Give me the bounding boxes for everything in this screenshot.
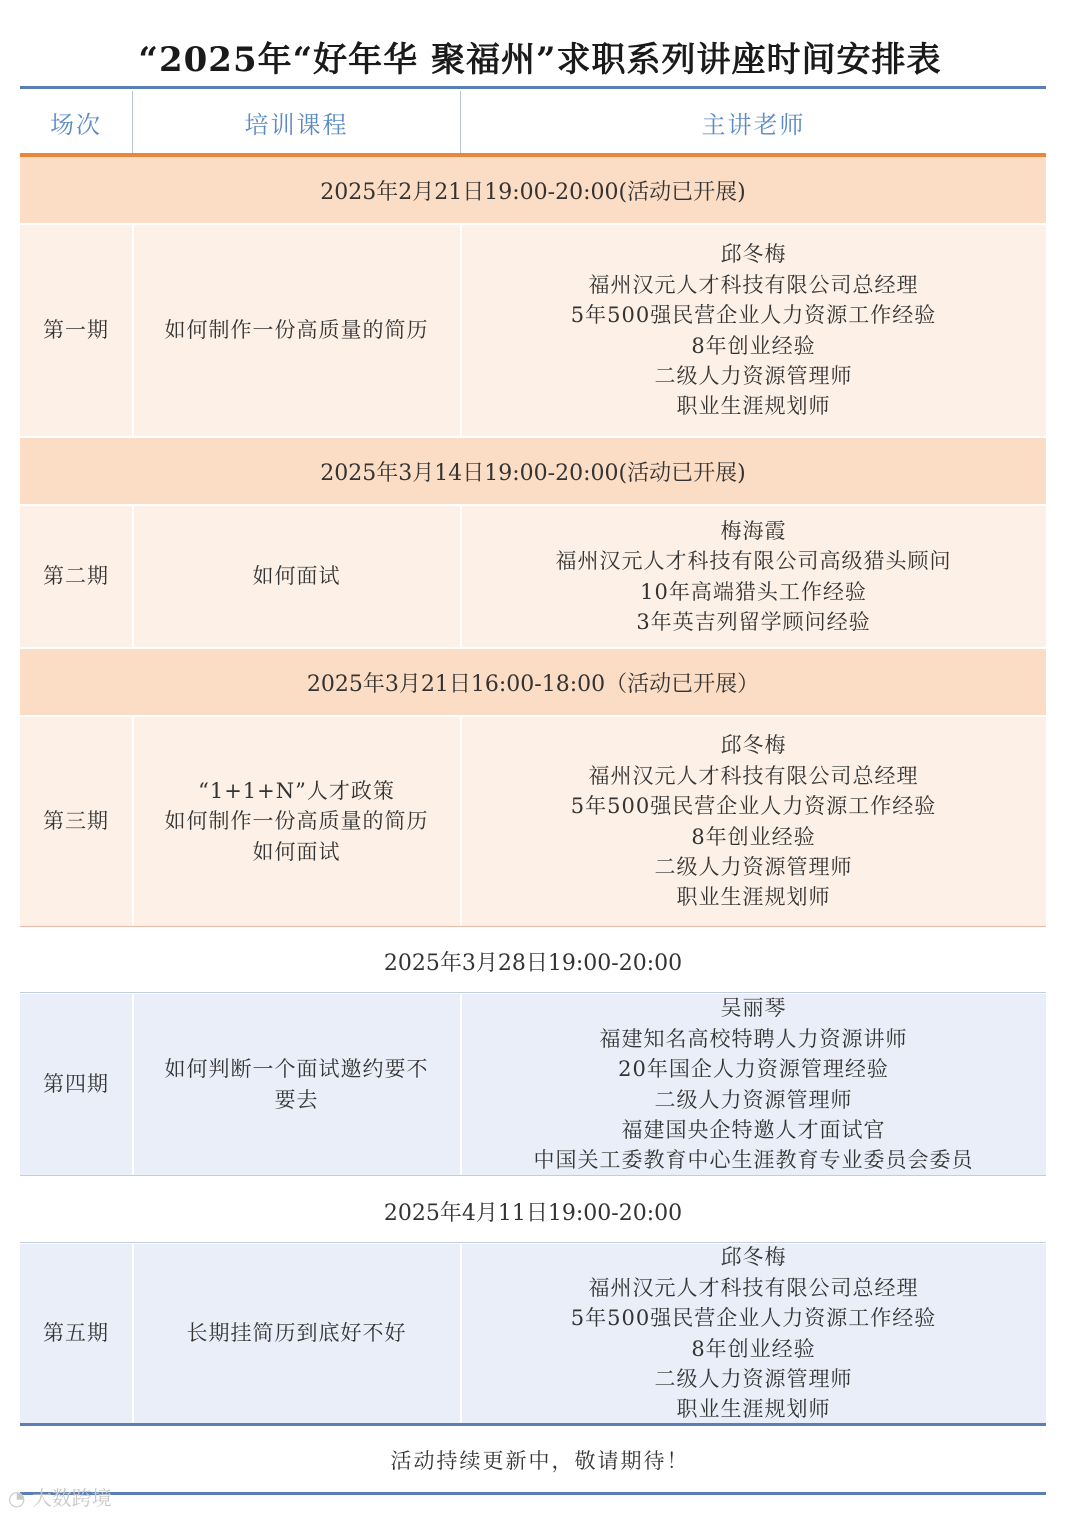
teacher-line: 中国关工委教育中心生涯教育专业委员会委员 (533, 1148, 974, 1173)
course-line: 如何面试 (252, 839, 341, 864)
course-line: 如何制作一份高质量的简历 (164, 809, 429, 834)
top-rule (20, 86, 1046, 89)
teacher-line: 10年高端猎头工作经验 (640, 579, 867, 604)
teacher-line: 5年500强民营企业人力资源工作经验 (570, 794, 937, 819)
table-row (20, 994, 1046, 1175)
teacher-cell (461, 1244, 1046, 1423)
course-cell (133, 1244, 460, 1423)
teacher-line: 职业生涯规划师 (676, 885, 831, 910)
teacher-line: 二级人力资源管理师 (654, 854, 853, 879)
date-band-5: 2025年4月11日19:00-20:00 (383, 1200, 683, 1226)
teacher-line: 吴丽琴 (720, 996, 787, 1021)
date-band-4: 2025年3月28日19:00-20:00 (383, 950, 683, 976)
date-band-3: 2025年3月21日16:00-18:00（活动已开展） (20, 649, 1046, 715)
bottom-rule (20, 1423, 1046, 1426)
teacher-line: 福建国央企特邀人才面试官 (621, 1117, 886, 1142)
teacher-line: 职业生涯规划师 (676, 394, 831, 419)
course-line: 如何面试 (252, 564, 341, 589)
teacher-cell (461, 506, 1046, 647)
session-name: 第三期 (43, 809, 109, 834)
header-teacher: 主讲老师 (701, 110, 806, 139)
course-cell (133, 717, 460, 926)
footer-rule (20, 1492, 1046, 1495)
course-line: 要去 (274, 1087, 319, 1112)
course-cell (133, 994, 460, 1175)
teacher-line: 二级人力资源管理师 (654, 1366, 853, 1391)
course-line: 如何制作一份高质量的简历 (164, 318, 429, 343)
course-line: 如何判断一个面试邀约要不 (164, 1057, 429, 1082)
course-cell (133, 225, 460, 436)
teacher-line: 职业生涯规划师 (676, 1397, 831, 1422)
course-line: 长期挂简历到底好不好 (186, 1321, 407, 1346)
date-band-2: 2025年3月14日19:00-20:00(活动已开展) (20, 438, 1046, 504)
teacher-line: 福建知名高校特聘人力资源讲师 (599, 1026, 908, 1051)
session-name: 第二期 (43, 564, 109, 589)
course-line: “1+1+N”人才政策 (198, 778, 395, 803)
teacher-line: 二级人力资源管理师 (654, 1087, 853, 1112)
teacher-line: 福州汉元人才科技有限公司总经理 (588, 272, 919, 297)
course-cell (133, 506, 460, 647)
header-session: 场次 (50, 110, 102, 139)
session-name: 第四期 (43, 1072, 109, 1097)
table-row (20, 225, 1046, 436)
watermark: ◔ 大数跨境 (8, 1486, 112, 1510)
session-name: 第一期 (43, 318, 109, 343)
teacher-line: 8年创业经验 (691, 333, 816, 358)
teacher-line: 3年英吉列留学顾问经验 (636, 609, 871, 634)
teacher-line: 梅海霞 (720, 518, 787, 543)
teacher-line: 福州汉元人才科技有限公司高级猎头顾问 (555, 549, 952, 574)
teacher-line: 福州汉元人才科技有限公司总经理 (588, 763, 919, 788)
teacher-line: 福州汉元人才科技有限公司总经理 (588, 1275, 919, 1300)
teacher-line: 二级人力资源管理师 (654, 363, 853, 388)
teacher-cell (461, 717, 1046, 926)
session-name: 第五期 (43, 1321, 109, 1346)
teacher-cell (461, 225, 1046, 436)
footer-note: 活动持续更新中，敬请期待！ (390, 1449, 690, 1473)
table-header (20, 91, 1046, 153)
teacher-line: 8年创业经验 (691, 824, 816, 849)
table-row (20, 506, 1046, 647)
watermark-text: 大数跨境 (31, 1486, 112, 1510)
teacher-line: 邱冬梅 (720, 733, 787, 758)
teacher-line: 20年国企人力资源管理经验 (618, 1057, 889, 1082)
header-course: 培训课程 (244, 110, 349, 139)
table-row (20, 717, 1046, 926)
teacher-cell (461, 994, 1046, 1175)
date-band-1: 2025年2月21日19:00-20:00(活动已开展) (20, 157, 1046, 223)
teacher-line: 邱冬梅 (720, 242, 787, 267)
table-row (20, 1244, 1046, 1423)
teacher-line: 8年创业经验 (691, 1336, 816, 1361)
teacher-line: 邱冬梅 (720, 1245, 787, 1270)
teacher-line: 5年500强民营企业人力资源工作经验 (570, 1306, 937, 1331)
teacher-line: 5年500强民营企业人力资源工作经验 (570, 303, 937, 328)
page-title: “2025年“好年华 聚福州”求职系列讲座时间安排表 (138, 40, 942, 80)
